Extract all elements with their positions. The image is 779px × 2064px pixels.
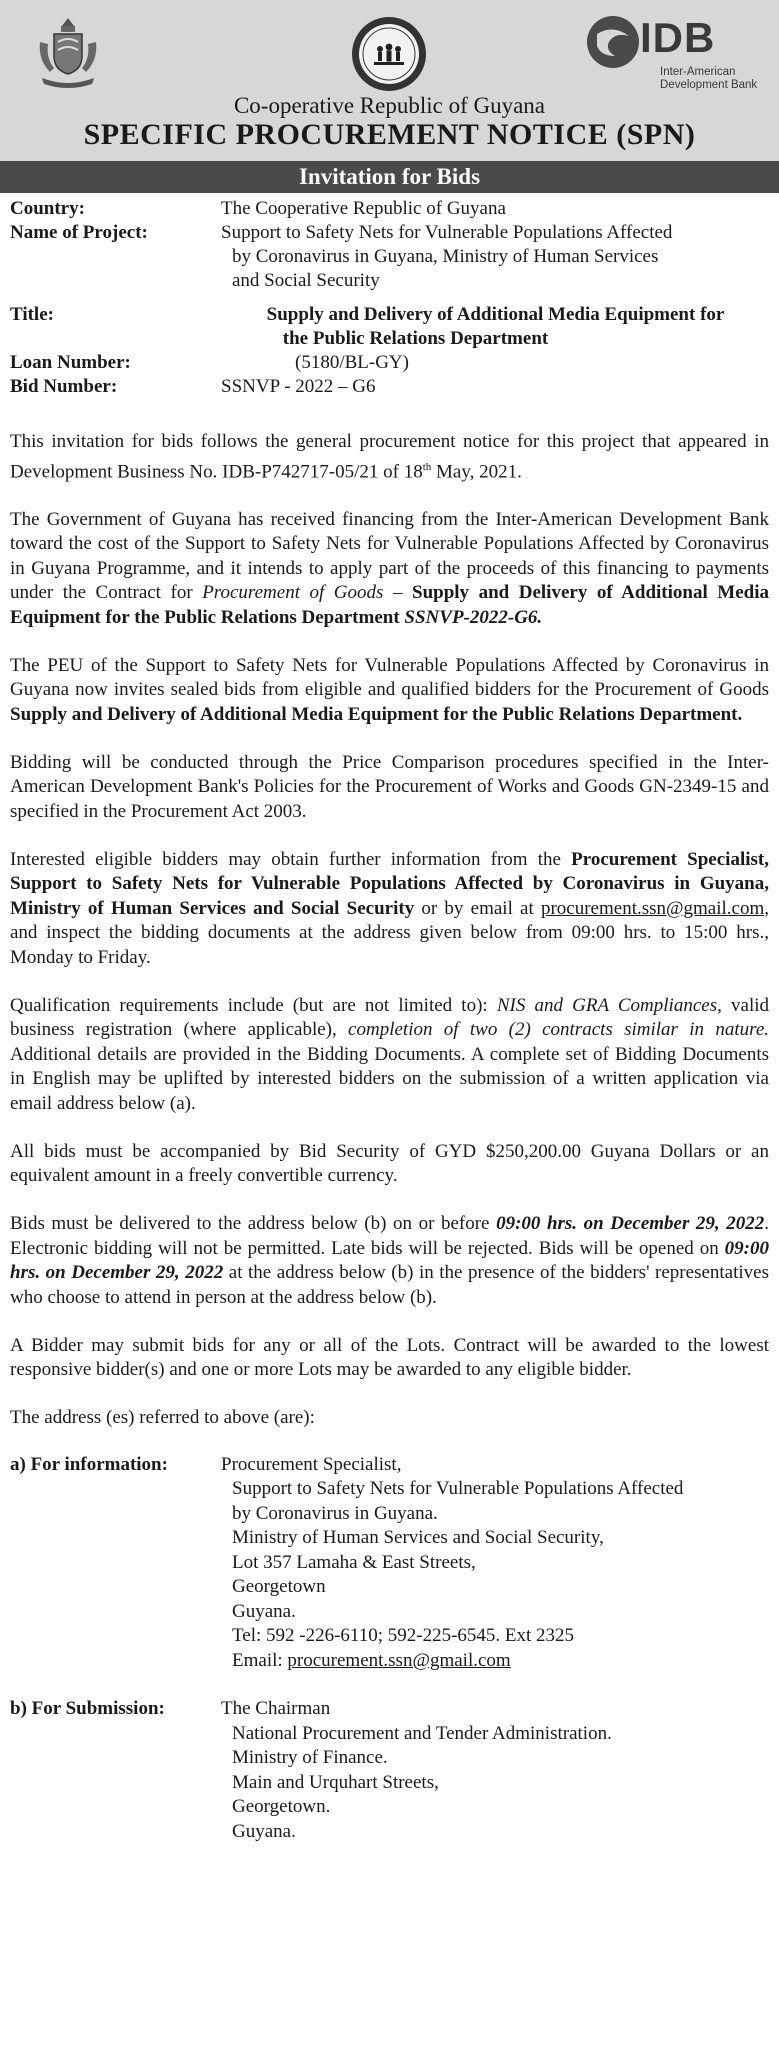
- text: NIS and GRA Compliances,: [496, 994, 722, 1016]
- loan-row: [10, 351, 770, 375]
- text: A Bidder may submit bids for any or all of the Lots. Contract will be awarded to the lowest responsive bidder(s) and one or more Lots may be awarded to any eligible bidder.: [10, 1334, 769, 1381]
- paragraph-procedures: [10, 751, 769, 825]
- paragraph-gpn-reference: [10, 430, 769, 484]
- text: Bidding will be conducted through the Price Comparison procedures specified in the Inter-American Development Bank's Policies for the Procurement of Works and Goods GN-2349-15 and specified in the Procurement Act 2003.: [10, 751, 769, 822]
- text: Procurement of Goods: [202, 582, 384, 604]
- country-row: [10, 197, 770, 221]
- paragraph-invitation: [10, 654, 769, 728]
- paragraph-lots: [10, 1334, 769, 1383]
- address-line: Ministry of Human Services and Social Security,: [232, 1527, 604, 1549]
- address-line: Main and Urquhart Streets,: [232, 1771, 439, 1793]
- invitation-banner: Invitation for Bids: [0, 161, 779, 193]
- country-heading: Co-operative Republic of Guyana: [233, 93, 546, 118]
- opening-date: 09:00 hrs. on December 29, 2022: [10, 1237, 769, 1284]
- ministry-seal-icon: [350, 15, 428, 93]
- text: , and inspect the bidding documents at the address given below from 09:00 hrs. to 15:00 hrs., Monday to Friday.: [10, 897, 769, 968]
- title-row: [10, 303, 770, 351]
- bid-number-row: [10, 375, 770, 399]
- address-submission: [10, 1697, 769, 1844]
- title-line: Supply and Delivery of Additional Media Equipment for: [266, 304, 725, 325]
- superscript: th: [422, 460, 432, 473]
- deadline-date: 09:00 hrs. on December 29, 2022: [496, 1213, 765, 1235]
- address-line: Ministry of Finance.: [232, 1747, 388, 1769]
- project-label: Name of Project:: [10, 222, 148, 243]
- idb-logo-subtitle-1: Inter-American: [660, 66, 736, 78]
- title-label: Title:: [10, 304, 54, 325]
- text: All bids must be accompanied by Bid Security of GYD $250,200.00 Guyana Dollars or an equivalent amount in a freely convertible currency.: [10, 1140, 769, 1187]
- address-line: Georgetown.: [232, 1796, 331, 1818]
- loan-label: Loan Number:: [10, 352, 131, 373]
- text: Procurement Specialist, Support to Safety Nets for Vulnerable Populations Affected by Coronavirus in Guyana, Ministry of Human Services and Social Security: [10, 848, 769, 919]
- address-line: The Chairman: [221, 1698, 331, 1720]
- address-line: Guyana.: [232, 1820, 296, 1842]
- address-line: Guyana.: [232, 1600, 296, 1622]
- project-line: and Social Security: [232, 270, 380, 291]
- text: Additional details are provided in the Bidding Documents. A complete set of Bidding Documents in English may be uplifted by interested bidders on the submission of a written application via email address below (a).: [10, 1043, 769, 1114]
- text: –: [383, 582, 412, 604]
- project-line: by Coronavirus in Guyana, Ministry of Human Services: [232, 246, 659, 267]
- text: at the address below (b) in the presence of the bidders' representatives who choose to attend in person at the address below (b).: [10, 1262, 769, 1308]
- phone-line: Tel: 592 -226-6110; 592-225-6545. Ext 2325: [232, 1625, 575, 1647]
- text: Qualification requirements include (but are not limited to):: [10, 994, 497, 1016]
- address-information-label: a) For information:: [10, 1453, 168, 1475]
- country-value: The Cooperative Republic of Guyana: [221, 198, 506, 219]
- address-line: National Procurement and Tender Administration.: [232, 1722, 612, 1744]
- notice-body: [10, 430, 769, 1844]
- text: . Electronic bidding will not be permitted. Late bids will be rejected. Bids will be opened on: [10, 1213, 769, 1259]
- guyana-coat-of-arms-icon: [28, 12, 108, 92]
- idb-logo-word: IDB: [640, 14, 716, 61]
- paragraph-qualification: [10, 994, 769, 1117]
- paragraph-bid-security: [10, 1140, 769, 1189]
- email-line: [221, 1649, 769, 1674]
- text: The address (es) referred to above (are):: [10, 1407, 315, 1429]
- text: valid business registration (where applicable),: [10, 994, 769, 1041]
- loan-value: (5180/BL-GY): [295, 352, 409, 373]
- text: Interested eligible bidders may obtain further information from the: [10, 848, 572, 870]
- text: or by email at: [414, 897, 541, 919]
- paragraph-addresses-intro: [10, 1406, 769, 1431]
- address-submission-lines: [221, 1697, 769, 1844]
- title-line: the Public Relations Department: [282, 328, 549, 349]
- text: Supply and Delivery of Additional Media Equipment for the Public Relations Department: [10, 582, 769, 628]
- bid-number-label: Bid Number:: [10, 376, 118, 397]
- idb-logo-subtitle-2: Development Bank: [660, 79, 758, 91]
- address-line: Procurement Specialist,: [221, 1453, 402, 1475]
- address-submission-label: b) For Submission:: [10, 1698, 165, 1720]
- address-information-lines: [221, 1453, 769, 1674]
- bid-number-ref: SSNVP-2022-G6.: [404, 606, 543, 628]
- address-line: Support to Safety Nets for Vulnerable Populations Affected: [232, 1478, 684, 1500]
- address-line: Georgetown: [232, 1576, 326, 1598]
- address-line: Lot 357 Lamaha & East Streets,: [232, 1551, 476, 1573]
- email-link[interactable]: procurement.ssn@gmail.com: [540, 897, 765, 919]
- bid-info-table: [10, 197, 770, 399]
- notice-header: [0, 0, 779, 161]
- text: Supply and Delivery of Additional Media Equipment for the Public Relations Department.: [10, 703, 743, 725]
- paragraph-financing: [10, 508, 769, 631]
- project-row: [10, 221, 770, 293]
- title-value: [221, 303, 770, 351]
- notice-title: SPECIFIC PROCUREMENT NOTICE (SPN): [83, 118, 696, 151]
- project-line: Support to Safety Nets for Vulnerable Populations Affected: [221, 222, 673, 243]
- text: completion of two (2) contracts similar in nature.: [348, 1019, 770, 1041]
- text: Email:: [232, 1649, 288, 1671]
- text: The Government of Guyana has received financing from the Inter-American Development Bank toward the cost of the Support to Safety Nets for Vulnerable Populations Affected by Coronavirus in Guyana Programme, and it intends to apply part of the proceeds of this financing to payments under the Contract for: [10, 508, 769, 604]
- address-information: [10, 1453, 769, 1674]
- paragraph-further-info: [10, 848, 769, 971]
- text: May, 2021.: [431, 460, 522, 482]
- email-link[interactable]: procurement.ssn@gmail.com: [287, 1649, 511, 1671]
- text: Bids must be delivered to the address below (b) on or before: [10, 1213, 497, 1235]
- text: The PEU of the Support to Safety Nets for Vulnerable Populations Affected by Coronavirus in Guyana now invites sealed bids from eligible and qualified bidders for the Procurement of Goods: [10, 654, 769, 701]
- address-line: by Coronavirus in Guyana.: [232, 1502, 438, 1524]
- paragraph-deadline: [10, 1212, 769, 1310]
- country-label: Country:: [10, 198, 85, 219]
- project-value: [221, 221, 770, 293]
- bid-number-value: SSNVP - 2022 – G6: [221, 376, 376, 397]
- text: This invitation for bids follows the general procurement notice for this project that appeared in Development Business No. IDB-P742717-05/21 of 18: [10, 431, 769, 482]
